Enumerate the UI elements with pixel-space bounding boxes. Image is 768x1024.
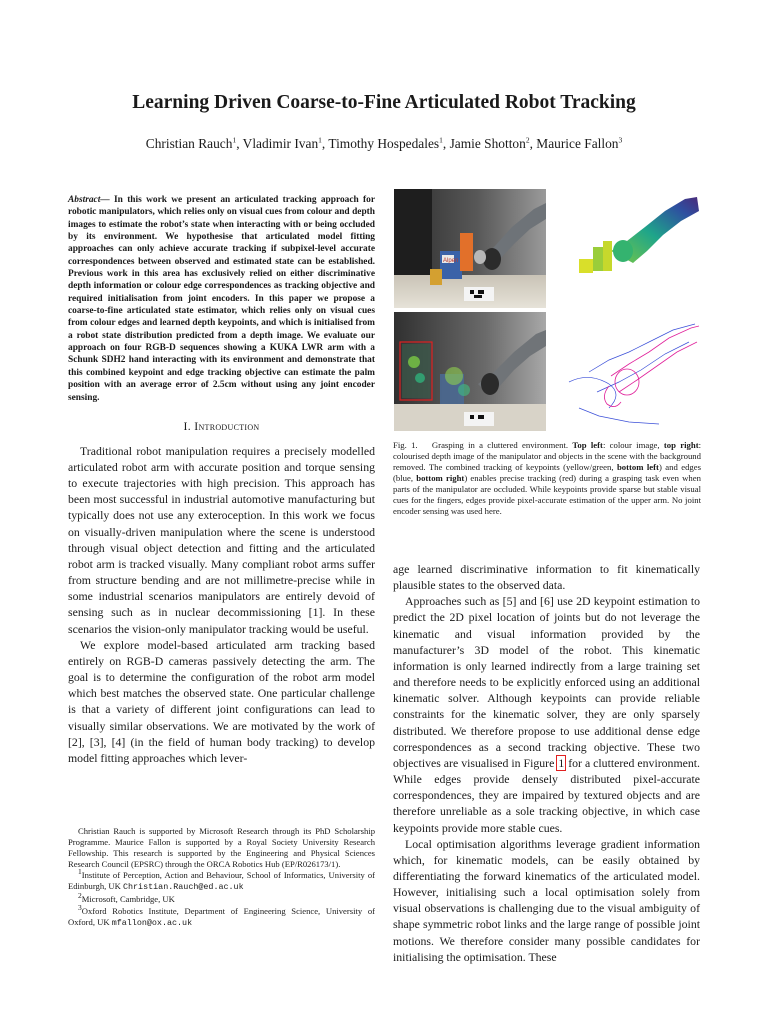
edges-graphic xyxy=(549,312,701,431)
figure-panel-depth-image xyxy=(549,189,701,308)
figure-panel-edges xyxy=(549,312,701,431)
body-paragraph: Local optimisation algorithms leverage gradient information which, for kinematic models, can be easily obtained by differentiating the forward kinematics of the articulated model. However, initialising such a local optimisation solely from visual observations is challenging due to the visual ambiguity of shape symmetric robot links and the large range of possible joint motions. We therefore consider many possible candidates for initialising the optimisation. These xyxy=(393,836,700,964)
affiliation-footnote: $^3$Oxford Robotics Institute, Department of Engineering Science, University of Oxford, UK mfallon@ox.ac.uk xyxy=(68,903,375,928)
email-link[interactable]: Christian.Rauch@ed.ac.uk xyxy=(122,882,244,893)
keypoints-graphic xyxy=(394,312,546,431)
intro-paragraph: Traditional robot manipulation requires a precisely modelled articulated robot arm with accurate position and torque sensing to execute trajectories with high precision. This approach has been most successful in industrial automotive manufacturing but typically does not use any exteroception. In this work we focus on visually-driven manipulation where the scene is understood through visual object detection and fitting and the articulated robot arm is tracked visually. Many compliant robot arms suffer from structure bending and are not millimetre-precise while in some industrial scenarios manipulators are entirely devoid of sensing such as in nuclear decommissioning [1]. In these scenarios the vision-only manipulator tracking would be useful. xyxy=(68,443,375,636)
author: Vladimir Ivan$^1$, xyxy=(242,135,329,151)
author: Jamie Shotton$^2$, xyxy=(449,135,537,151)
intro-paragraph: We explore model-based articulated arm tracking based entirely on RGB-D cameras passively detecting the arm. The goal is to determine the configuration of the robot arm model which best matches the observed state. One particular challenge is that a variety of different joint configurations can lead to visually similar observations. We are motivated by the work of [2], [3], [4] (in the field of human body tracking) to develop model fitting approaches which lever- xyxy=(68,637,375,765)
caption-label: Fig. 1. xyxy=(393,440,418,450)
author: Timothy Hospedales$^1$, xyxy=(328,135,450,151)
body-paragraph: age learned discriminative information to fit kinematically plausible states to the observed data. xyxy=(393,562,700,593)
figure-panel-colour-image xyxy=(394,189,546,308)
body-paragraph: Approaches such as [5] and [6] use 2D keypoint estimation to predict the 2D pixel location of joints but do not leverage the kinematic and visual information provided by the manufacturer’s 3D model of the robot. This kinematic information is only learned indirectly from a large training set and therefore needs to be explicitly enforced using an additional kinematic solver. Although keypoints can provide reliable constraints for the kinematic solver, they are only sparsely distributed. We therefore propose to use additional dense edge correspondences as a second tracking objective. These two objectives are visualised in Figure 1 for a cluttered environment. While edges provide densely distributed pixel-accurate correspondences, they are impaired by textured objects and are therefore unreliable as a sole tracking objective, in which case keypoints provide more stable cues. xyxy=(393,594,700,835)
section-heading-introduction: I. Introduction xyxy=(183,418,260,433)
author: Christian Rauch$^1$, xyxy=(145,135,243,151)
author: Maurice Fallon$^3$ xyxy=(536,135,623,151)
abstract: Abstract— In this work we present an articulated tracking approach for robotic manipulators, which relies only on visual cues from colour and depth images to estimate the robot’s state when interacting with or being occluded by its environment. We hypothesise that articulated model fitting approaches can only achieve accurate tracking if subpixel-level accurate correspondences between observed and estimated state can be established. Previous work in this area has exclusively relied on either discriminative depth information or colour edge correspondences as tracking objective and required initialisation from joint encoders. In this paper we propose a coarse-to-fine articulated state estimator, which relies only on visual cues from colour edges and learned depth keypoints, and which is initialised from a robot state distribution predicted from a depth image. We evaluate our approach on four RGB-D sequences showing a KUKA LWR arm with a Schunk SDH2 hand interacting with its environment and demonstrate that this combined keypoint and edge tracking objective can estimate the palm position with an average error of 2.5cm without using any joint encoder sensing. xyxy=(68,195,375,403)
paper-title: Learning Driven Coarse-to-Fine Articulated Robot Tracking xyxy=(132,92,636,113)
abstract-label: Abstract xyxy=(68,195,101,205)
footnotes xyxy=(68,826,375,930)
figure-reference-link[interactable]: 1 xyxy=(558,755,565,770)
affiliation-footnote: $^2$Microsoft, Cambridge, UK xyxy=(78,891,175,905)
colour-image-graphic xyxy=(394,189,546,308)
figure-caption: Fig. 1. Grasping in a cluttered environment. Top left: colour image, top right: colourised depth image of the manipulator and objects in the scene with the background removed. The combined tracking of keypoints (yellow/green, bottom left) and edges (blue, bottom right) enables precise tracking (red) during a grasping task even when parts of the manipulator are occluded. While keypoints provide sparse but stable visual cues for the fingers, edges provide pixel-accurate estimation of the upper arm. No joint encoder sensing was used here. xyxy=(393,440,702,517)
figure-1 xyxy=(394,189,701,431)
left-column xyxy=(68,194,375,766)
funding-footnote: Christian Rauch is supported by Microsoft Research through its PhD Scholarship Programme. Maurice Fallon is supported by a Royal Society University Research Fellowship. This research is supported by the Engineering and Physical Sciences Research Council (EPSRC) through the ORCA Robotics Hub (EP/R026173/1). xyxy=(68,826,375,869)
box-label-text: Alpen xyxy=(443,258,459,264)
figure-panel-keypoints xyxy=(394,312,546,431)
email-link[interactable]: mfallon@ox.ac.uk xyxy=(111,917,193,928)
author-list xyxy=(0,136,768,152)
depth-image-graphic xyxy=(549,189,701,308)
right-column xyxy=(393,561,700,965)
affiliation-footnote: $^1$Institute of Perception, Action and Behaviour, School of Informatics, University of Edinburgh, UK Christian.Rauch@ed.ac.uk xyxy=(68,867,375,893)
